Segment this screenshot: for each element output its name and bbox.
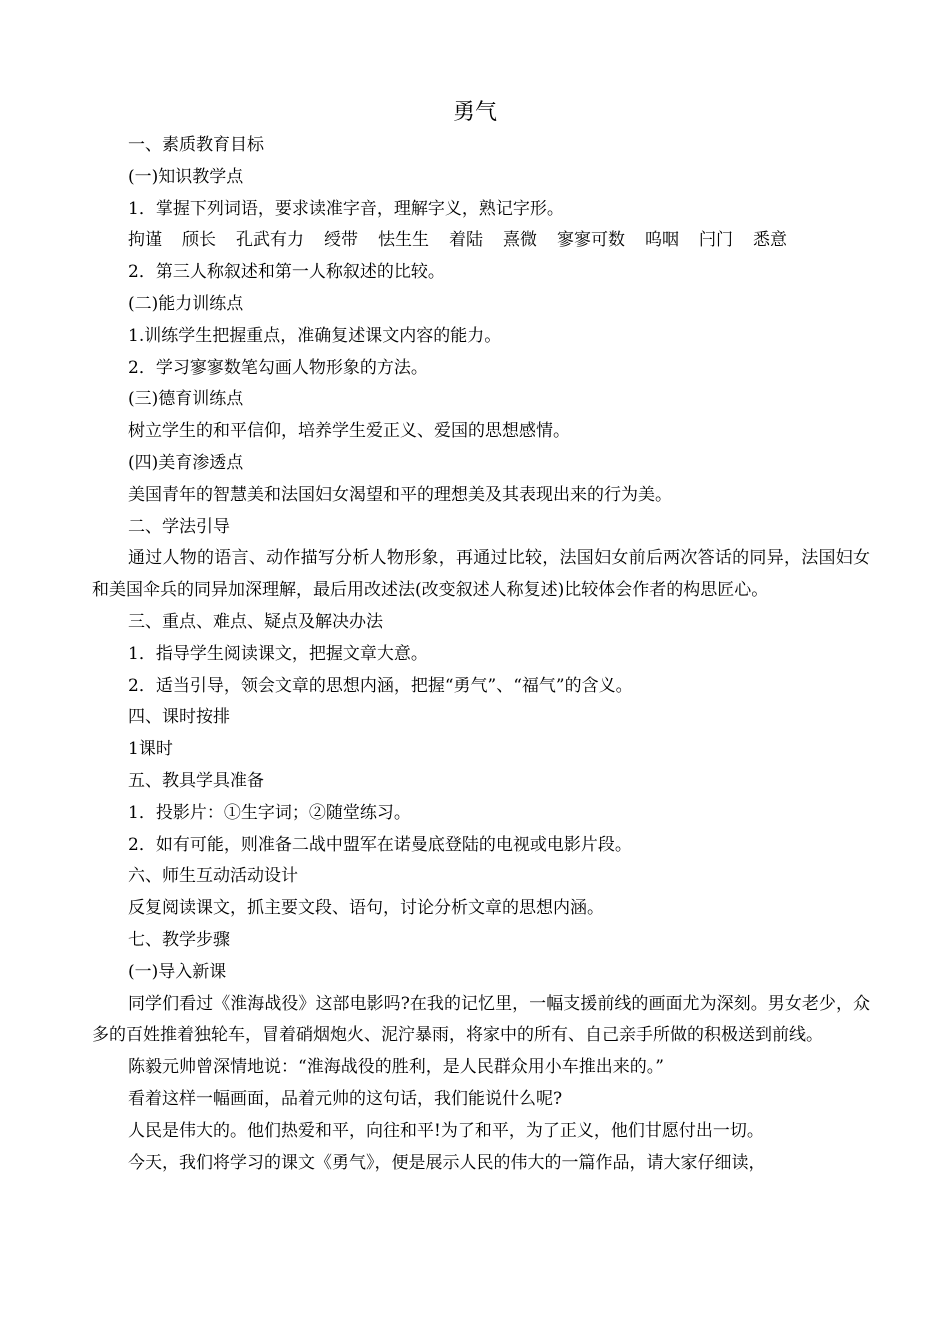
keypoint-item-1: 1．指导学生阅读课文，把握文章大意。 [128, 643, 428, 664]
vocab-word: 着陆 [449, 230, 483, 251]
knowledge-item-1: 1．掌握下列词语，要求读准字音，理解字义，熟记字形。 [128, 198, 564, 219]
intro-paragraph-3: 看着这样一幅画面，品着元帅的这句话，我们能说什么呢? [128, 1088, 563, 1109]
vocab-word: 寥寥可数 [557, 230, 625, 251]
intro-paragraph-1: 同学们看过《淮海战役》这部电影吗?在我的记忆里，一幅支援前线的画面尤为深刻。男女老少，众多的百姓推着独轮车，冒着硝烟炮火、泥泞暴雨，将家中的所有、自己亲手所做的积极送到前线。 [92, 993, 870, 1046]
vocabulary-list [92, 225, 870, 257]
vocab-word: 闩门 [699, 230, 733, 251]
moral-item: 树立学生的和平信仰，培养学生爱正义、爱国的思想感情。 [128, 421, 570, 442]
aesthetic-item: 美国青年的智慧美和法国妇女渴望和平的理想美及其表现出来的行为美。 [128, 484, 672, 505]
intro-paragraph-4: 人民是伟大的。他们热爱和平，向往和平!为了和平，为了正义，他们甘愿付出一切。 [128, 1120, 764, 1141]
vocab-word: 悉意 [753, 230, 787, 251]
vocab-word: 呜咽 [645, 230, 679, 251]
intro-paragraph-2: 陈毅元帅曾深情地说：“淮海战役的胜利，是人民群众用小车推出来的。” [128, 1057, 664, 1078]
materials-item-1: 1．投影片：①生字词；②随堂练习。 [128, 802, 411, 823]
ability-item-1: 1.训练学生把握重点，准确复述课文内容的能力。 [128, 325, 502, 346]
vocab-word: 拘谨 [128, 230, 162, 251]
document-title: 勇气 [452, 100, 497, 125]
ability-item-2: 2．学习寥寥数笔勾画人物形象的方法。 [128, 357, 428, 378]
section-heading-5: 五、教具学具准备 [128, 770, 264, 791]
section-heading-4: 四、课时按排 [128, 707, 230, 728]
knowledge-item-2: 2．第三人称叙述和第一人称叙述的比较。 [128, 262, 445, 283]
intro-paragraph-5: 今天，我们将学习的课文《勇气》，便是展示人民的伟大的一篇作品，请大家仔细读， [128, 1152, 766, 1173]
lesson-count: 1课时 [128, 739, 173, 760]
section-heading-3: 三、重点、难点、疑点及解决办法 [128, 611, 383, 632]
subheading-intro: (一)导入新课 [128, 961, 227, 982]
subheading-knowledge: (一)知识教学点 [128, 166, 244, 187]
subheading-aesthetic: (四)美育渗透点 [128, 452, 244, 473]
vocab-word: 颀长 [182, 230, 216, 251]
activity-item: 反复阅读课文，抓主要文段、语句，讨论分析文章的思想内涵。 [128, 898, 604, 919]
document-body [92, 130, 870, 1179]
section-heading-7: 七、教学步骤 [128, 929, 230, 950]
vocab-word: 怯生生 [378, 230, 429, 251]
method-paragraph: 通过人物的语言、动作描写分析人物形象，再通过比较，法国妇女前后两次答话的同异，法国妇女和美国伞兵的同异加深理解，最后用改述法(改变叙述人称复述)比较体会作者的构思匠心。 [92, 548, 870, 601]
section-heading-2: 二、学法引导 [128, 516, 230, 537]
subheading-ability: (二)能力训练点 [128, 293, 244, 314]
section-heading-6: 六、师生互动活动设计 [128, 866, 298, 887]
keypoint-item-2: 2．适当引导，领会文章的思想内涵，把握“勇气”、“福气”的含义。 [128, 675, 633, 696]
subheading-moral: (三)德育训练点 [128, 389, 244, 410]
section-heading-1: 一、素质教育目标 [128, 135, 264, 155]
vocab-word: 孔武有力 [236, 230, 304, 251]
materials-item-2: 2．如有可能，则准备二战中盟军在诺曼底登陆的电视或电影片段。 [128, 834, 632, 855]
vocab-word: 熹微 [503, 230, 537, 251]
vocab-word: 绶带 [324, 230, 358, 251]
